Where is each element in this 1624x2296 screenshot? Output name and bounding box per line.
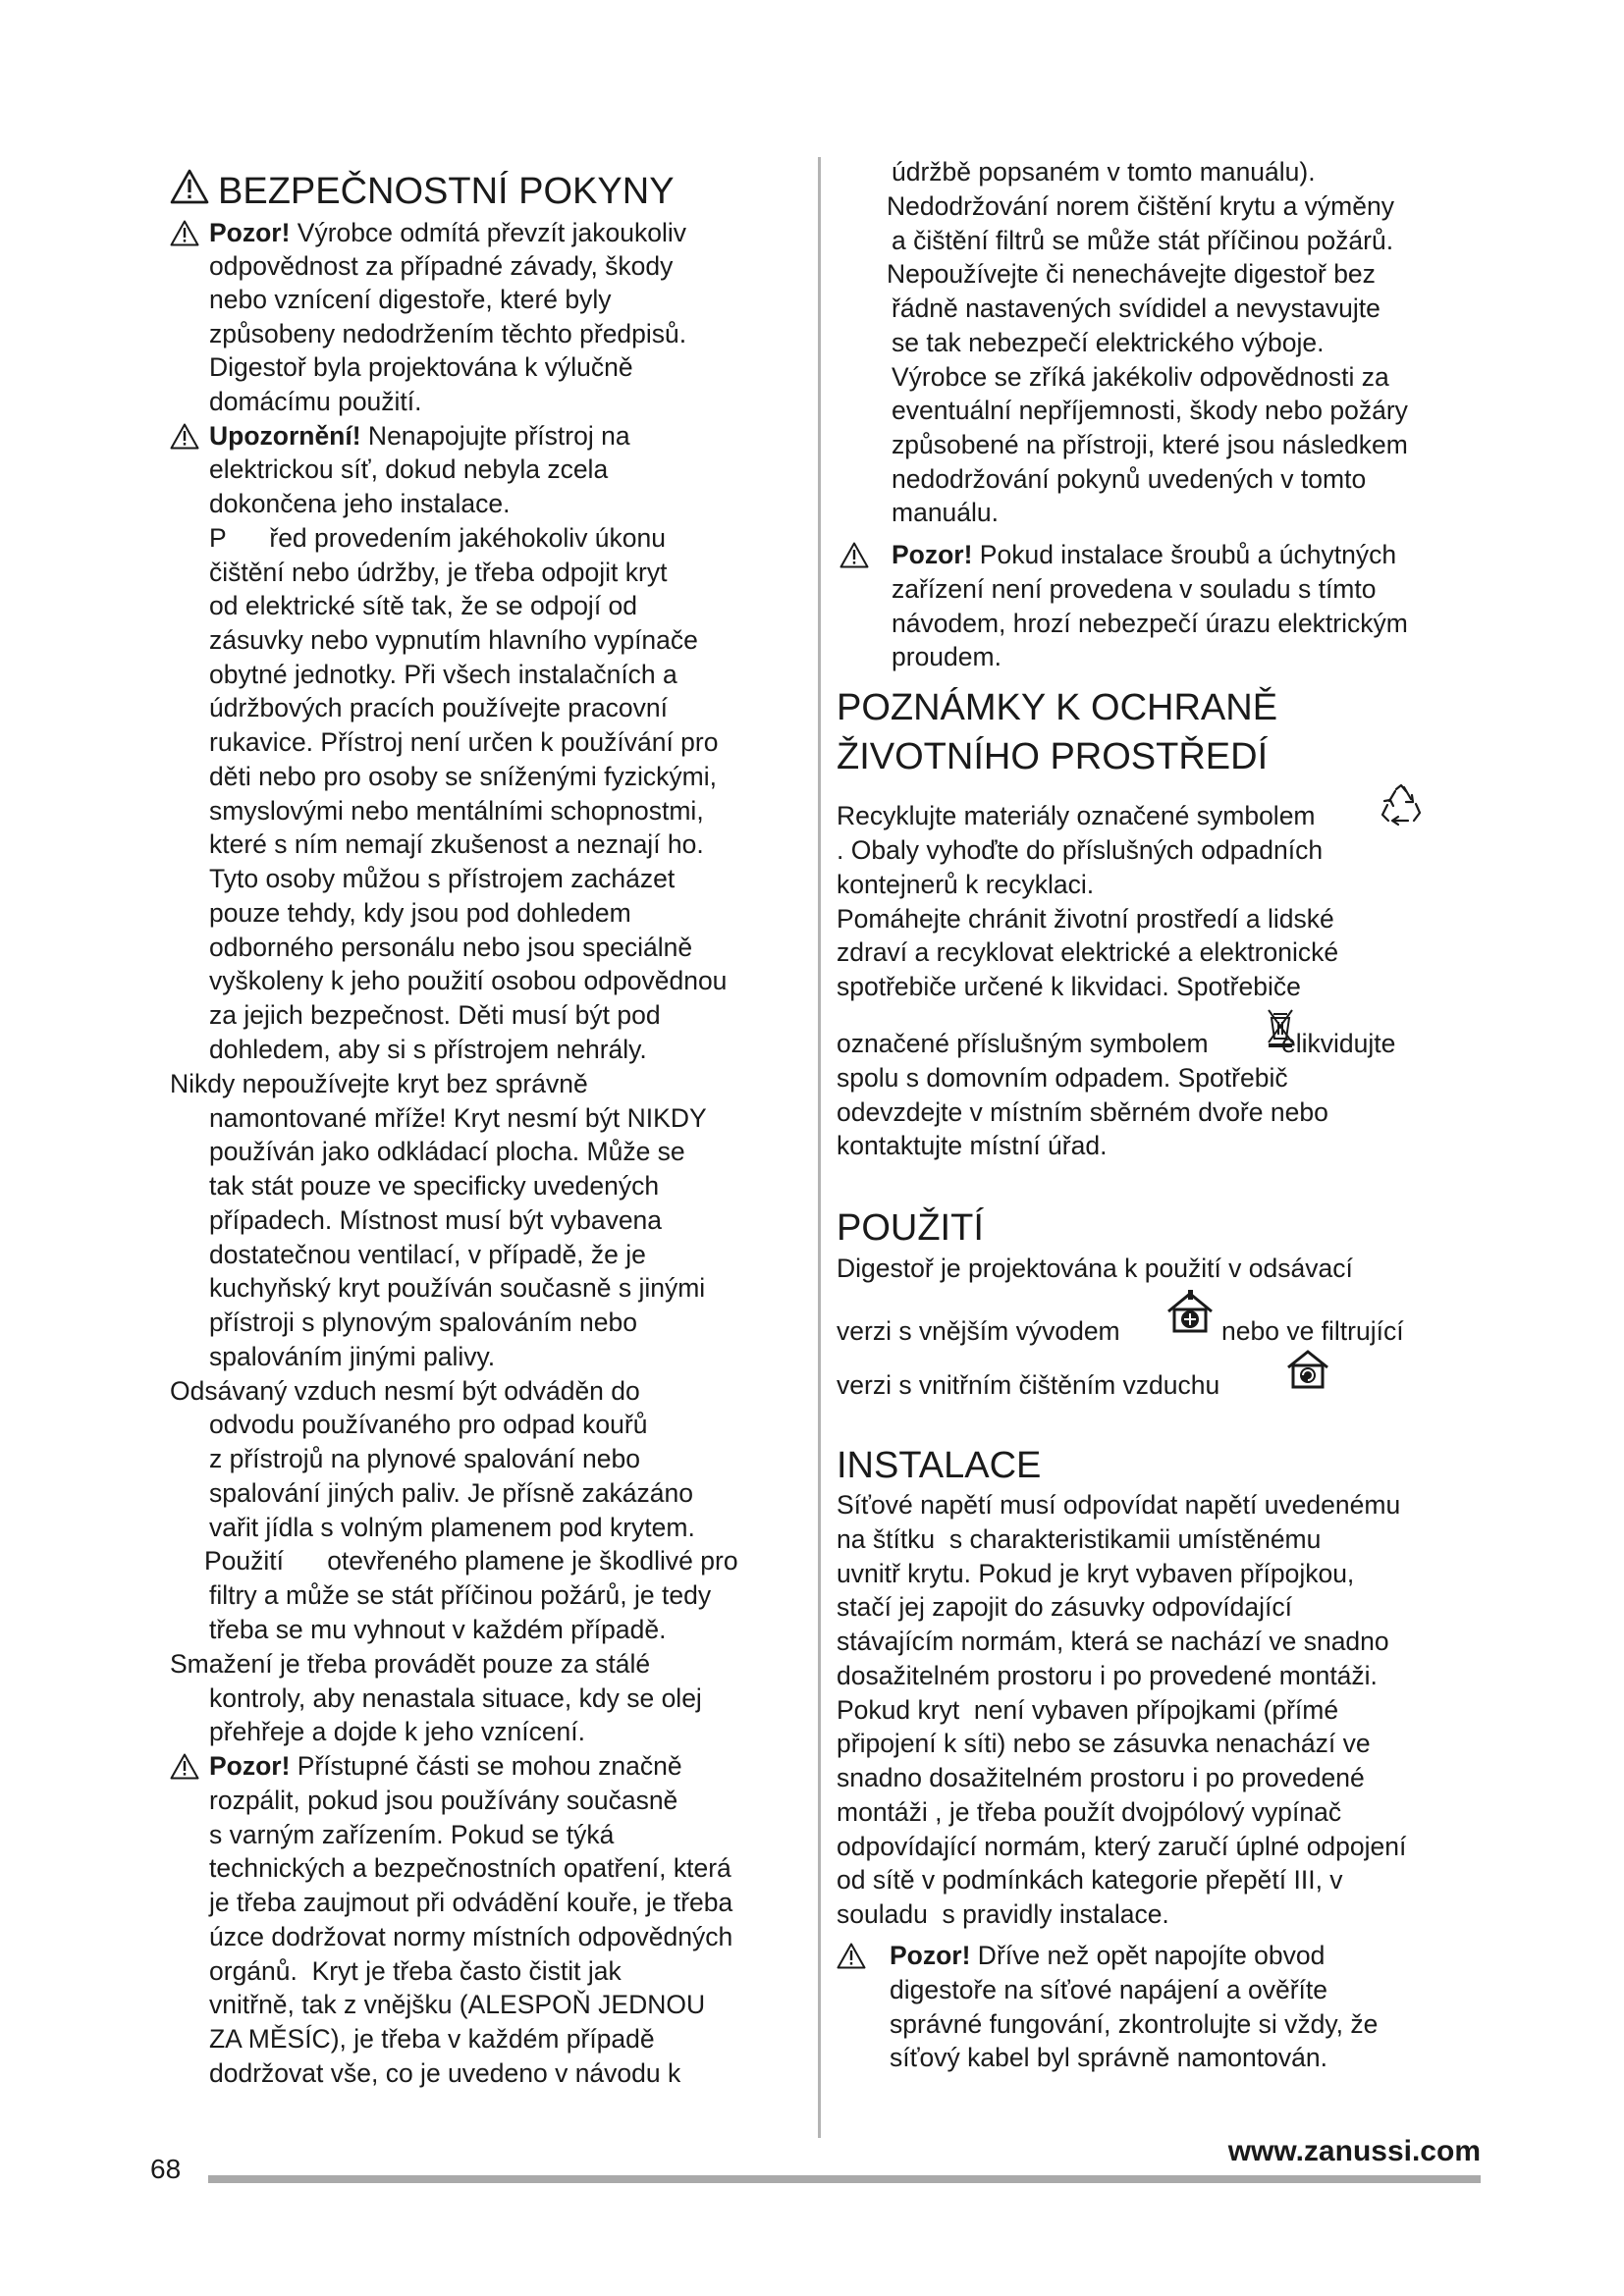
text-line: elikvidujte	[1281, 1029, 1396, 1058]
text-line: spalování jiných paliv. Je přísně zakázáno	[209, 1478, 693, 1508]
text-line: eventuální nepříjemnosti, škody nebo požáry	[892, 396, 1408, 425]
text-line: domácímu použití.	[209, 387, 422, 416]
section-heading-safety: BEZPEČNOSTNÍ POKYNY	[218, 171, 675, 212]
text-line: vařit jídla s volným plamenem pod krytem.	[209, 1513, 695, 1542]
text-line: dodržovat vše, co je uvedeno v návodu k	[209, 2058, 681, 2088]
recirculation-house-icon	[1284, 1348, 1331, 1391]
text-line: Recyklujte materiály označené symbolem	[837, 801, 1316, 830]
text-line: z přístrojů na plynové spalování nebo	[209, 1444, 640, 1473]
text-line: údržbových pracích používejte pracovní	[209, 693, 668, 722]
text-line: Síťové napětí musí odpovídat napětí uvedenému	[837, 1490, 1401, 1520]
warning-paragraph	[209, 220, 686, 246]
text-line: elektrickou síť, dokud nebyla zcela	[209, 454, 609, 484]
warning-label: Upozornění!	[209, 421, 361, 451]
text-line: odborného personálu nebo jsou speciálně	[209, 933, 693, 962]
text-line: odvodu používaného pro odpad kouřů	[209, 1410, 648, 1439]
warning-triangle-icon	[837, 1943, 866, 1969]
text-line: řádně nastavených svídidel a nevystavujte	[892, 294, 1380, 323]
text-line: Pokud instalace šroubů a úchytných	[972, 540, 1397, 569]
text-line: od sítě v podmínkách kategorie přepětí III, v	[837, 1865, 1343, 1895]
text-line: správné fungování, zkontrolujte si vždy, že	[890, 2009, 1379, 2039]
warning-paragraph	[209, 423, 630, 450]
warning-triangle-icon	[170, 169, 209, 204]
text-line: technických a bezpečnostních opatření, která	[209, 1853, 731, 1883]
text-line: Pokud kryt není vybaven přípojkami (přímé	[837, 1695, 1339, 1725]
text-line: Nedodržování norem čištění krytu a výměny	[887, 191, 1394, 221]
warning-paragraph	[892, 542, 1396, 568]
text-line: verzi s vnějším vývodem	[837, 1316, 1120, 1346]
text-line: používán jako odkládací plocha. Může se	[209, 1137, 685, 1166]
text-line: namontované mříže! Kryt nesmí být NIKDY	[209, 1103, 707, 1133]
text-line: Výrobce odmítá převzít jakoukoliv	[290, 218, 687, 247]
text-line: vyškoleny k jeho použití osobou odpovědnou	[209, 966, 728, 995]
text-line: způsobeny nedodržením těchto předpisů.	[209, 319, 687, 348]
text-line: . Obaly vyhoďte do příslušných odpadních	[837, 835, 1324, 865]
text-line: stačí jej zapojit do zásuvky odpovídající	[837, 1592, 1292, 1622]
text-line: způsobené na přístroji, které jsou následkem	[892, 430, 1408, 459]
text-line: digestoře na síťové napájení a ověříte	[890, 1975, 1328, 2004]
text-line: souladu s pravidly instalace.	[837, 1899, 1169, 1929]
recycle-icon	[1379, 783, 1424, 827]
warning-triangle-icon	[170, 423, 199, 450]
warning-triangle-icon	[170, 1753, 199, 1780]
text-line: filtry a může se stát příčinou požárů, je tedy	[209, 1580, 712, 1610]
text-line: návodem, hrozí nebezpečí úrazu elektrickým	[892, 609, 1408, 638]
text-line: rukavice. Přístroj není určen k používání pro	[209, 727, 719, 757]
text-line: Digestoř je projektována k použití v odsávací	[837, 1254, 1353, 1283]
text-line: odevzdejte v místním sběrném dvoře nebo	[837, 1097, 1328, 1127]
warning-paragraph	[890, 1943, 1325, 1969]
text-line: manuálu.	[892, 498, 1000, 527]
text-line: Nikdy nepoužívejte kryt bez správně	[170, 1069, 588, 1098]
text-line: nedodržování pokynů uvedených v tomto	[892, 464, 1367, 494]
text-line: připojení k síti) nebo se zásuvka nenachází ve	[837, 1729, 1371, 1758]
text-line: úzce dodržovat normy místních odpovědných	[209, 1922, 733, 1951]
section-heading-environment: POZNÁMKY K OCHRANĚ	[837, 687, 1278, 728]
text-line: kuchyňský kryt používán současně s jinými	[209, 1273, 706, 1303]
text-line: s varným zařízením. Pokud se týká	[209, 1820, 615, 1849]
website-url: www.zanussi.com	[1227, 2135, 1481, 2167]
text-line: orgánů. Kryt je třeba často čistit jak	[209, 1956, 622, 1986]
text-line: rozpálit, pokud jsou používány současně	[209, 1786, 678, 1815]
text-line: přístroji s plynovým spalováním nebo	[209, 1308, 637, 1337]
text-line: od elektrické sítě tak, že se odpojí od	[209, 591, 638, 620]
section-heading-environment: ŽIVOTNÍHO PROSTŘEDÍ	[837, 736, 1269, 777]
section-heading-use: POUŽITÍ	[837, 1207, 984, 1249]
warning-label: Pozor!	[892, 540, 973, 569]
column-divider	[818, 157, 821, 2138]
text-line: pouze tehdy, kdy jsou pod dohledem	[209, 898, 631, 928]
text-line: dostatečnou ventilací, v případě, že je	[209, 1240, 646, 1269]
section-heading-installation: INSTALACE	[837, 1445, 1042, 1486]
text-line: obytné jednotky. Při všech instalačních a	[209, 660, 677, 689]
text-line: Přístupné části se mohou značně	[290, 1751, 682, 1781]
text-line: spotřebiče určené k likvidaci. Spotřebiče	[837, 972, 1301, 1001]
text-line: na štítku s charakteristikamii umístěnému	[837, 1524, 1322, 1554]
text-line: kontejnerů k recyklaci.	[837, 870, 1095, 899]
text-line: spalováním jinými palivy.	[209, 1342, 496, 1371]
warning-label: Pozor!	[890, 1941, 971, 1970]
text-line: spolu s domovním odpadem. Spotřebič	[837, 1063, 1288, 1093]
text-line: Nenapojujte přístroj na	[360, 421, 630, 451]
text-line: nebo ve filtrující	[1221, 1316, 1404, 1346]
text-line: ZA MĚSÍC), je třeba v každém případě	[209, 2024, 655, 2054]
text-line: přehřeje a dojde k jeho vznícení.	[209, 1717, 586, 1746]
text-line: zařízení není provedena v souladu s tímto	[892, 574, 1377, 604]
warning-label: Pozor!	[209, 1751, 291, 1781]
text-line: nebo vznícení digestoře, které byly	[209, 285, 612, 314]
text-line: montáži , je třeba použít dvojpólový vypínač	[837, 1797, 1342, 1827]
text-line: čištění nebo údržby, je třeba odpojit kryt	[209, 558, 668, 587]
text-line: verzi s vnitřním čištěním vzduchu	[837, 1370, 1220, 1400]
text-line: smyslovými nebo mentálními schopnostmi,	[209, 796, 704, 826]
text-line: Dříve než opět napojíte obvod	[970, 1941, 1326, 1970]
text-line: za jejich bezpečnost. Děti musí být pod	[209, 1000, 661, 1030]
text-line: vnitřně, tak z vnějšku (ALESPOŇ JEDNOU	[209, 1990, 706, 2019]
text-line: proudem.	[892, 642, 1001, 671]
text-line: Digestoř byla projektována k výlučně	[209, 352, 633, 382]
text-line: třeba se mu vyhnout v každém případě.	[209, 1615, 667, 1644]
text-line: které s ním nemají zkušenost a neznají ho.	[209, 829, 704, 859]
text-line: Odsávaný vzduch nesmí být odváděn do	[170, 1376, 640, 1406]
text-line: tak stát pouze ve specificky uvedených	[209, 1171, 660, 1201]
text-line: údržbě popsaném v tomto manuálu).	[892, 157, 1316, 187]
text-line: se tak nebezpečí elektrického výboje.	[892, 328, 1325, 357]
text-line: děti nebo pro osoby se sníženými fyzickými,	[209, 762, 717, 791]
text-line: označené příslušným symbolem	[837, 1029, 1209, 1058]
text-line: kontaktujte místní úřad.	[837, 1131, 1108, 1160]
text-line: kontroly, aby nenastala situace, kdy se olej	[209, 1683, 702, 1713]
warning-paragraph	[209, 1753, 682, 1780]
text-line: Tyto osoby můžou s přístrojem zacházet	[209, 864, 676, 893]
text-line: P řed provedením jakéhokoliv úkonu	[209, 523, 667, 553]
warning-triangle-icon	[839, 542, 869, 568]
text-line: Výrobce se zříká jakékoliv odpovědnosti za	[892, 362, 1389, 392]
footer-rule	[208, 2175, 1481, 2183]
ducted-house-icon	[1164, 1288, 1216, 1339]
text-line: uvnitř krytu. Pokud je kryt vybaven přípojkou,	[837, 1559, 1355, 1588]
text-line: dohledem, aby si s přístrojem nehrály.	[209, 1035, 647, 1064]
text-line: Smažení je třeba provádět pouze za stálé	[170, 1649, 651, 1679]
text-line: síťový kabel byl správně namontován.	[890, 2043, 1327, 2072]
text-line: případech. Místnost musí být vybavena	[209, 1205, 663, 1235]
text-line: dokončena jeho instalace.	[209, 489, 511, 518]
page-number: 68	[150, 2154, 182, 2184]
text-line: stávajícím normám, která se nachází ve snadno	[837, 1627, 1389, 1656]
text-line: a čištění filtrů se může stát příčinou požárů.	[892, 226, 1394, 255]
text-line: Nepoužívejte či nenechávejte digestoř bez	[887, 259, 1376, 289]
text-line: Použití otevřeného plamene je škodlivé pro	[204, 1546, 738, 1575]
text-line: je třeba zaujmout při odvádění kouře, je třeba	[209, 1888, 733, 1917]
text-line: odpovídající normám, který zaručí úplné odpojení	[837, 1832, 1407, 1861]
warning-label: Pozor!	[209, 218, 291, 247]
text-line: odpovědnost za případné závady, škody	[209, 251, 674, 281]
text-line: snadno dosažitelném prostoru i po provedené	[837, 1763, 1365, 1792]
text-line: Pomáhejte chránit životní prostředí a lidské	[837, 904, 1334, 934]
warning-triangle-icon	[170, 220, 199, 246]
text-line: zdraví a recyklovat elektrické a elektronické	[837, 937, 1339, 967]
text-line: dosažitelném prostoru i po provedené montáži.	[837, 1661, 1378, 1690]
text-line: zásuvky nebo vypnutím hlavního vypínače	[209, 625, 698, 655]
